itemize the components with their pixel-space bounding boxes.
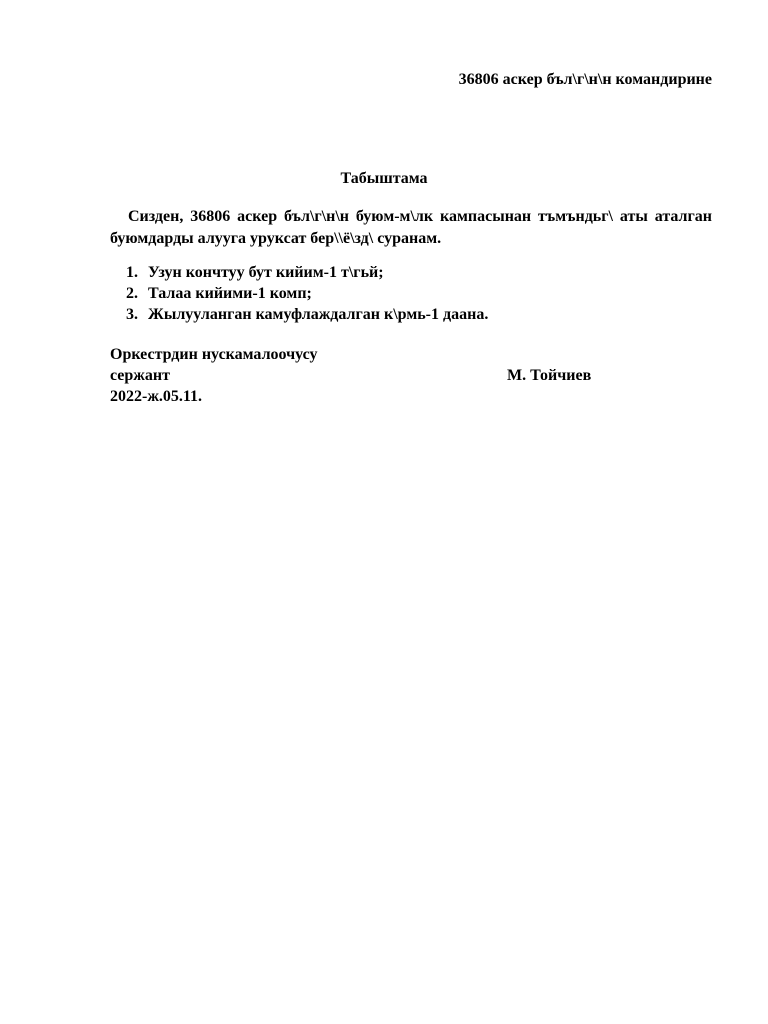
list-item bbox=[110, 304, 712, 325]
item-number: 2. bbox=[126, 285, 138, 302]
signature-date: 2022-ж.05.11. bbox=[110, 388, 203, 405]
item-text: Узун кончтуу бут кийим-1 т\гьй; bbox=[148, 264, 384, 281]
item-list bbox=[110, 262, 712, 325]
signature-rank-line bbox=[110, 365, 712, 386]
request-paragraph: Сизден, 36806 аскер бъл\г\н\н буюм-м\лк кампасынан тъмъндьг\ аты аталган буюмдарды алууга уруксат бер\\ё\зд\ суранам. bbox=[110, 208, 712, 247]
signature-position: Оркестрдин нускамалоочусу bbox=[110, 346, 318, 363]
list-item bbox=[110, 262, 712, 283]
addressee: 36806 аскер бъл\г\н\н командирине bbox=[458, 71, 712, 88]
item-number: 3. bbox=[126, 306, 138, 323]
signature-block bbox=[110, 344, 712, 407]
signature-name: М. Тойчиев bbox=[507, 367, 592, 384]
item-number: 1. bbox=[126, 264, 138, 281]
item-text: Жылууланган камуфлаждалган к\рмь-1 даана. bbox=[148, 306, 489, 323]
list-item bbox=[110, 283, 712, 304]
item-text: Талаа кийими-1 комп; bbox=[148, 285, 312, 302]
document-title: Табыштама bbox=[340, 170, 428, 187]
signature-rank: сержант bbox=[110, 367, 170, 384]
